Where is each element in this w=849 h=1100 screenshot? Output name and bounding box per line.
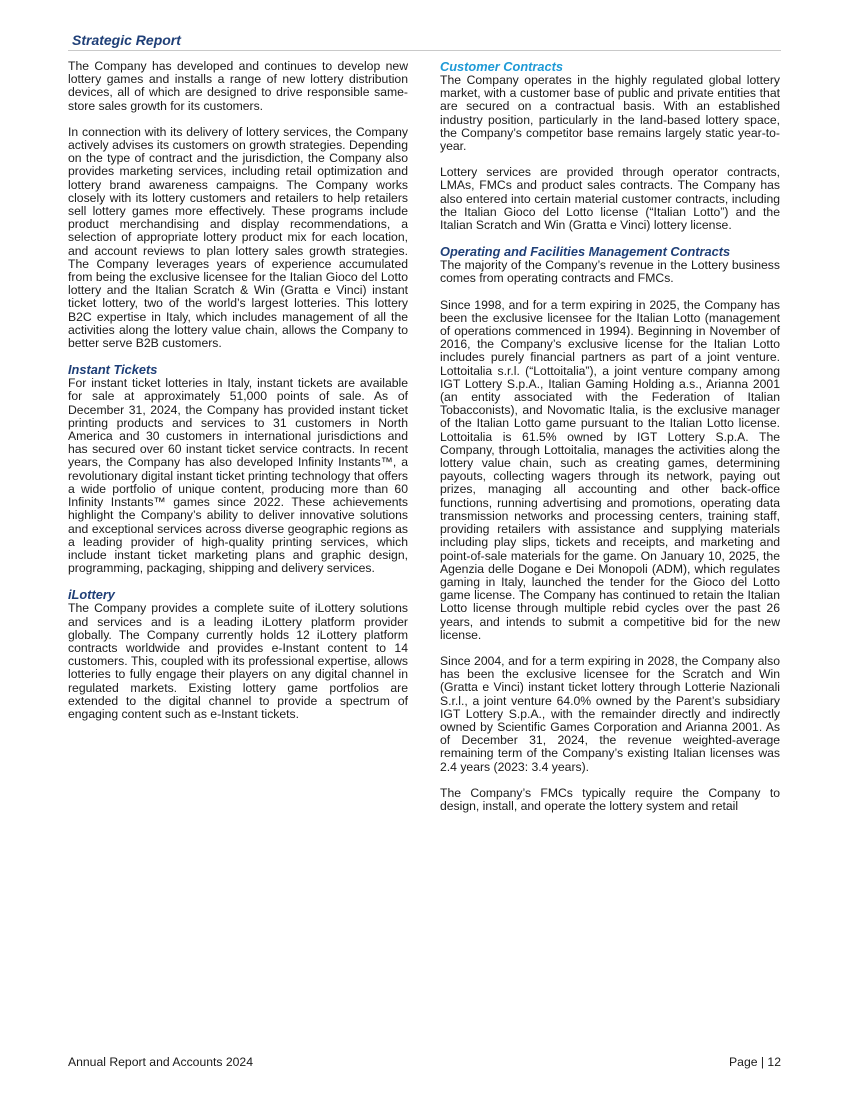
ilottery-heading: iLottery [68, 587, 115, 603]
left-column [68, 60, 408, 734]
paragraph: Lottery services are provided through operator contracts, LMAs, FMCs and product sales contracts. The Company has also entered into certain material customer contracts, including the Italian Gioco del Lotto license (“Italian Lotto”) and the Italian Scratch and Win (Gratta e Vinci) lottery license. [440, 165, 780, 233]
instant-tickets-heading: Instant Tickets [68, 362, 158, 378]
footer-report-title: Annual Report and Accounts 2024 [68, 1055, 253, 1069]
customer-contracts-heading: Customer Contracts [440, 59, 564, 74]
paragraph: Since 2004, and for a term expiring in 2028, the Company also has been the exclusive licensee for the Scratch and Win (Gratta e Vinci) instant ticket lottery through Lotterie Nazionali S.r.l., a joint venture 64.0% owned by the Parent’s subsidiary IGT Lottery S.p.A., with the remainder directly and indirectly owned by Scientific Games Corporation and Arianna 2001. As of December 31, 2024, the revenue weighted-average remaining term of the Company’s existing Italian licenses was 2.4 years (2023: 3.4 years). [440, 653, 780, 774]
header-divider [68, 50, 781, 51]
instant-tickets-text: For instant ticket lotteries in Italy, instant tickets are available for sale at approximately 51,000 points of sale. As of December 31, 2024, the Company has provided instant ticket printing products and services to 31 customers in North America and 30 customers in international jurisdictions and has secured over 60 instant ticket service contracts. In recent years, the Company has also developed Infinity Instants™, a revolutionary digital instant ticket printing technology that offers a wide portfolio of unique content, producing more than 60 Infinity Instants™ games since 2022. These achievements highlight the Company’s ability to deliver innovative solutions and exceptional services across diverse geographic regions as a leading provider of high-quality printing services, which include instant ticket marketing plans and graphic design, programming, packaging, shipping and delivery services. [68, 376, 408, 576]
page-number: Page | 12 [729, 1055, 781, 1069]
section-header: Strategic Report [72, 32, 181, 48]
paragraph: The Company’s FMCs typically require the Company to design, install, and operate the lottery system and retail [440, 785, 780, 813]
paragraph: The Company operates in the highly regulated global lottery market, with a customer base of public and private entities that are secured on a contractual basis. With an established industry position, particularly in the land-based lottery space, the Company’s competitor base remains largely static year-to-year. [440, 73, 780, 154]
paragraph: Since 1998, and for a term expiring in 2025, the Company has been the exclusive licensee for the Italian Lotto (management of operations commenced in 1994). Beginning in November of 2016, the Company’s exclusive license for the Italian Lotto includes purely financial partners as part of a joint venture. Lottoitalia s.r.l. (“Lottoitalia”), a joint venture company among IGT Lottery S.p.A., Italian Gaming Holding a.s., Arianna 2001 (an entity associated with the Federation of Italian Tobacconists), and Novomatic Italia, is the exclusive manager of the Italian Lotto game pursuant to the Italian Lotto license. Lottoitalia is 61.5% owned by IGT Lottery S.p.A. The Company, through Lottoitalia, manages the activities along the lottery value chain, such as creating games, determining payouts, collecting wagers through its network, paying out prizes, managing all accounting and other back-office functions, running advertising and promotions, operating data transmission networks and processing centers, training staff, providing retailers with assistance and supplying materials including play slips, tickets and receipts, and marketing and point-of-sale materials for the game. On January 10, 2025, the Agenzia delle Dogane e Dei Monopoli (ADM), which regulates gaming in Italy, launched the tender for the Gioco del Lotto game license. The Company has continued to retain the Italian Lotto license through multiple rebid cycles over the past 26 years, and intends to submit a competitive bid for the new license. [440, 297, 780, 642]
right-column [440, 60, 780, 826]
operating-contracts-heading: Operating and Facilities Management Contracts [440, 244, 731, 260]
paragraph: The majority of the Company’s revenue in the Lottery business comes from operating contracts and FMCs. [440, 258, 780, 286]
paragraph: In connection with its delivery of lottery services, the Company actively advises its customers on growth strategies. Depending on the type of contract and the jurisdiction, the Company also provides marketing services, including retail optimization and lottery brand awareness campaigns. The Company works closely with its lottery customers and retailers to help retailers sell lottery games more effectively. These programs include product merchandising and display recommendations, a selection of appropriate lottery product mix for each location, and account reviews to plan lottery sales growth strategies. The Company leverages years of experience accumulated from being the exclusive licensee for the Italian Gioco del Lotto lottery and the Italian Scratch & Win (Gratta e Vinci) instant ticket lottery, two of the world’s largest lotteries. This lottery B2C expertise in Italy, which includes management of all the activities along the lottery value chain, allows the Company to better serve B2B customers. [68, 124, 408, 351]
paragraph: The Company has developed and continues to develop new lottery games and installs a range of new lottery distribution devices, all of which are designed to drive responsible same-store sales growth for its customers. [68, 59, 408, 113]
ilottery-text: The Company provides a complete suite of iLottery solutions and services and is a leading iLottery platform provider globally. The Company currently holds 12 iLottery platform contracts worldwide and provides e-Instant content to 14 customers. This, coupled with its professional expertise, allows lotteries to fully engage their players on any digital channel in regulated markets. Existing lottery game portfolios are extended to the digital channel to provide a spectrum of engaging content such as e-Instant tickets. [68, 601, 408, 721]
